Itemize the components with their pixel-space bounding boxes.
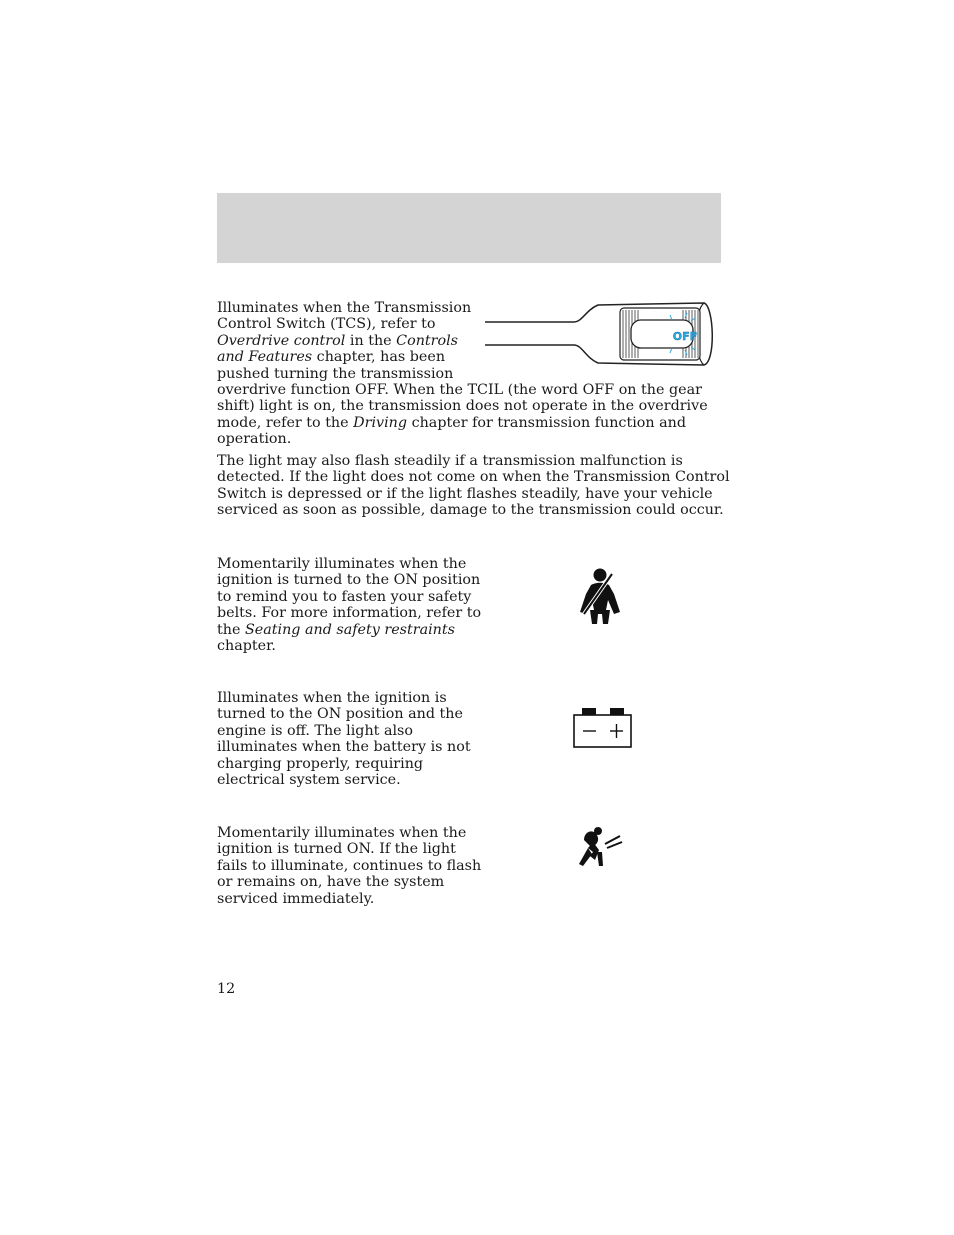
text-line: illuminates when the battery is not bbox=[217, 739, 471, 756]
text-line bbox=[217, 415, 708, 431]
text-run: the bbox=[217, 621, 245, 638]
text-line: to remind you to fasten your safety bbox=[217, 588, 472, 605]
italic-reference: and Features bbox=[217, 349, 313, 366]
text-line: The light may also flash steadily if a transmission malfunction is bbox=[217, 453, 683, 469]
tcil-paragraph-2 bbox=[217, 453, 730, 519]
text-line: pushed turning the transmission bbox=[217, 365, 454, 382]
italic-reference: Driving bbox=[353, 414, 408, 431]
airbag-paragraph bbox=[217, 825, 481, 907]
airbag-warning-icon bbox=[574, 826, 626, 870]
text-line: shift) light is on, the transmission does not operate in the overdrive bbox=[217, 398, 708, 415]
text-line: detected. If the light does not come on when the Transmission Control bbox=[217, 469, 730, 486]
text-run: chapter for transmission function and bbox=[407, 414, 687, 431]
text-line: ignition is turned ON. If the light bbox=[217, 841, 456, 858]
seatbelt-warning-icon bbox=[576, 566, 624, 626]
text-line: Momentarily illuminates when the bbox=[217, 556, 467, 572]
text-line: turned to the ON position and the bbox=[217, 706, 463, 723]
text-line: belts. For more information, refer to bbox=[217, 605, 482, 622]
italic-reference: Controls bbox=[396, 332, 459, 349]
seatbelt-paragraph bbox=[217, 556, 481, 654]
text-line: Control Switch (TCS), refer to bbox=[217, 316, 436, 333]
text-run: mode, refer to the bbox=[217, 414, 354, 431]
tcil-malfunction-note bbox=[217, 453, 730, 519]
text-line: Illuminates when the ignition is bbox=[217, 690, 447, 706]
text-line: chapter. bbox=[217, 638, 276, 655]
text-line: electrical system service. bbox=[217, 772, 401, 789]
text-line: serviced immediately. bbox=[217, 890, 375, 907]
text-line: Momentarily illuminates when the bbox=[217, 825, 467, 841]
charging-paragraph bbox=[217, 690, 471, 788]
text-line: overdrive function OFF. When the TCIL (the word OFF on the gear bbox=[217, 382, 702, 399]
text-line: fails to illuminate, continues to flash bbox=[217, 857, 482, 874]
text-line: or remains on, have the system bbox=[217, 874, 445, 891]
text-line: serviced as soon as possible, damage to the transmission could occur. bbox=[217, 502, 724, 519]
text-line: Switch is depressed or if the light flashes steadily, have your vehicle bbox=[217, 485, 713, 502]
text-run: chapter, has been bbox=[312, 349, 446, 366]
text-line: ignition is turned to the ON position bbox=[217, 572, 481, 589]
off-indicator-text: OFF bbox=[672, 330, 698, 343]
text-line: engine is off. The light also bbox=[217, 722, 413, 739]
seatbelt-description bbox=[217, 556, 481, 654]
text-line: charging properly, requiring bbox=[217, 755, 424, 772]
section-header-bar bbox=[217, 193, 721, 263]
text-line bbox=[217, 622, 481, 638]
battery-warning-icon bbox=[570, 706, 636, 750]
italic-reference: Seating and safety restraints bbox=[244, 621, 455, 638]
charging-description bbox=[217, 690, 471, 788]
text-line: operation. bbox=[217, 431, 292, 448]
italic-reference: Overdrive control bbox=[217, 332, 346, 349]
text-line: Illuminates when the Transmission bbox=[217, 300, 472, 316]
gear-shift-off-icon bbox=[482, 298, 722, 370]
page-number: 12 bbox=[217, 981, 236, 997]
text-run: in the bbox=[345, 332, 397, 349]
airbag-description bbox=[217, 825, 481, 907]
